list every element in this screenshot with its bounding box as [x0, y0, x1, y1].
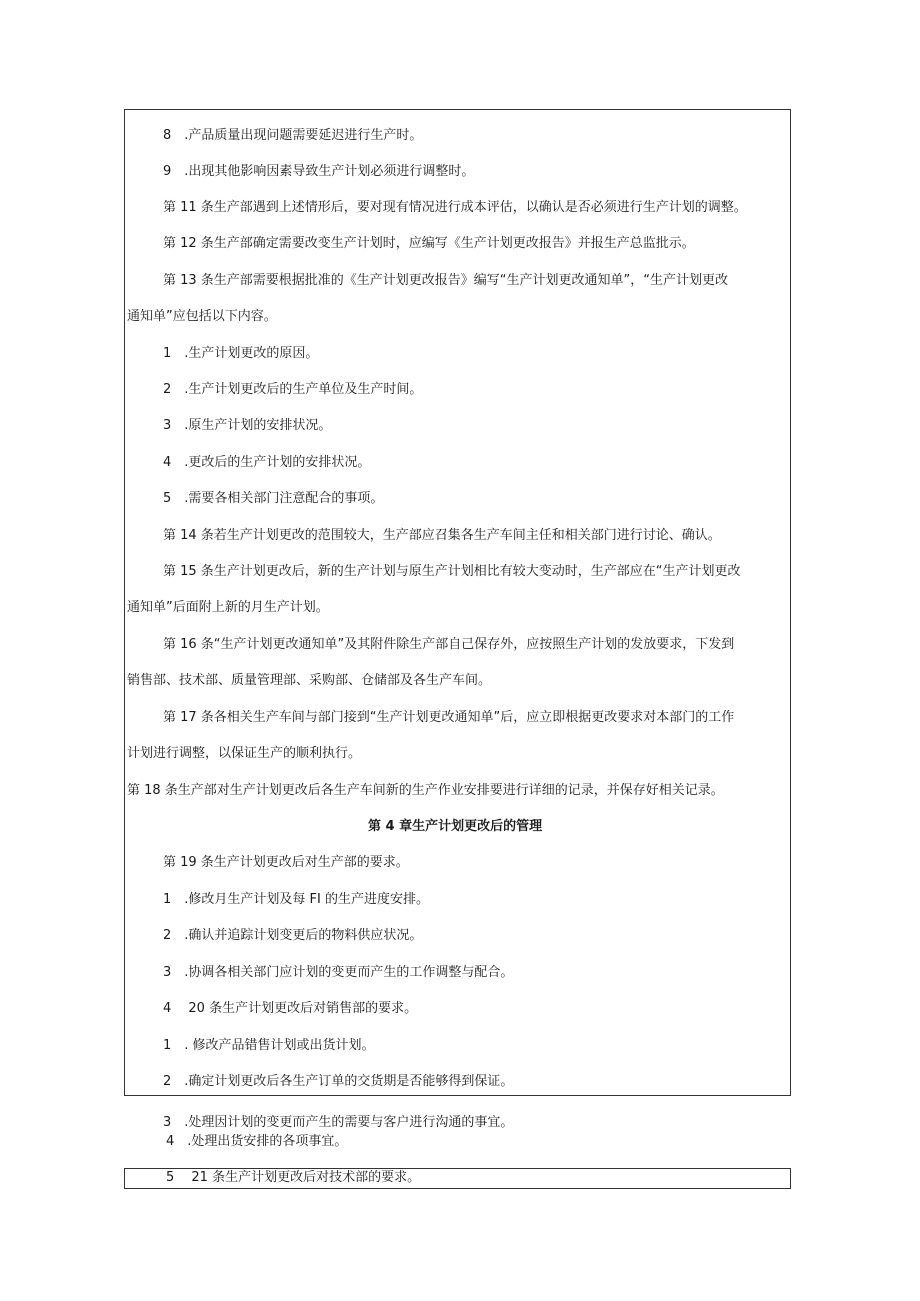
- text-line: 2 .确定计划更改后各生产订单的交货期是否能够得到保证。: [163, 1074, 514, 1089]
- text-line: 第 13 条生产部需要根据批准的《生产计划更改报告》编写“生产计划更改通知单”，“生产计划更改: [163, 273, 729, 288]
- text-line: 3 .协调各相关部门应计划的变更而产生的工作调整与配合。: [163, 965, 514, 980]
- text-line: 3 .处理因计划的变更而产生的需要与客户进行沟通的事宜。: [163, 1115, 514, 1130]
- text-line: 5 .需要各相关部门注意配合的事项。: [163, 491, 384, 506]
- text-line: 第 15 条生产计划更改后，新的生产计划与原生产计划相比有较大变动时，生产部应在“生产计划更改: [163, 564, 741, 579]
- text-line: 第 19 条生产计划更改后对生产部的要求。: [163, 855, 409, 870]
- text-line: 销售部、技术部、质量管理部、采购部、仓储部及各生产车间。: [127, 673, 492, 688]
- text-line: 9 .出现其他影响因素导致生产计划必须进行调整时。: [163, 164, 475, 179]
- text-line: 2 .确认并追踪计划变更后的物料供应状况。: [163, 928, 423, 943]
- text-line: 计划进行调整，以保证生产的顺利执行。: [127, 746, 362, 761]
- text-line: 第 18 条生产部对生产计划更改后各生产车间新的生产作业安排要进行详细的记录，并保存好相关记录。: [127, 783, 724, 798]
- text-line: 通知单”后面附上新的月生产计划。: [127, 600, 329, 615]
- text-line: 1 .生产计划更改的原因。: [163, 346, 319, 361]
- text-line: 第 17 条各相关生产车间与部门接到“生产计划更改通知单”后，应立即根据更改要求对本部门的工作: [163, 710, 735, 725]
- text-line: 第 12 条生产部确定需要改变生产计划时，应编写《生产计划更改报告》并报生产总监批示。: [163, 236, 695, 251]
- text-line: 8 .产品质量出现问题需要延迟进行生产时。: [163, 128, 423, 143]
- text-line: 4 .处理出货安排的各项事宜。: [166, 1134, 348, 1149]
- text-line: 1 . 修改产品错售计划或出货计划。: [163, 1038, 375, 1053]
- text-line: 通知单”应包括以下内容。: [127, 309, 277, 324]
- text-line: 5 21 条生产计划更改后对技术部的要求。: [166, 1170, 421, 1185]
- text-line: 4 20 条生产计划更改后对销售部的要求。: [163, 1001, 418, 1016]
- text-line: 2 .生产计划更改后的生产单位及生产时间。: [163, 382, 423, 397]
- text-line: 第 11 条生产部遇到上述情形后，要对现有情况进行成本评估，以确认是否必须进行生产计划的调整。: [163, 200, 747, 215]
- chapter-heading: 第 4 章生产计划更改后的管理: [368, 819, 543, 834]
- text-line: 3 .原生产计划的安排状况。: [163, 418, 332, 433]
- text-line: 4 .更改后的生产计划的安排状况。: [163, 455, 371, 470]
- text-line: 第 16 条“生产计划更改通知单”及其附件除生产部自己保存外，应按照生产计划的发放要求，下发到: [163, 637, 735, 652]
- text-line: 第 14 条若生产计划更改的范围较大，生产部应召集各生产车间主任和相关部门进行讨论、确认。: [163, 528, 721, 543]
- text-line: 1 .修改月生产计划及每 FI 的生产进度安排。: [163, 892, 429, 907]
